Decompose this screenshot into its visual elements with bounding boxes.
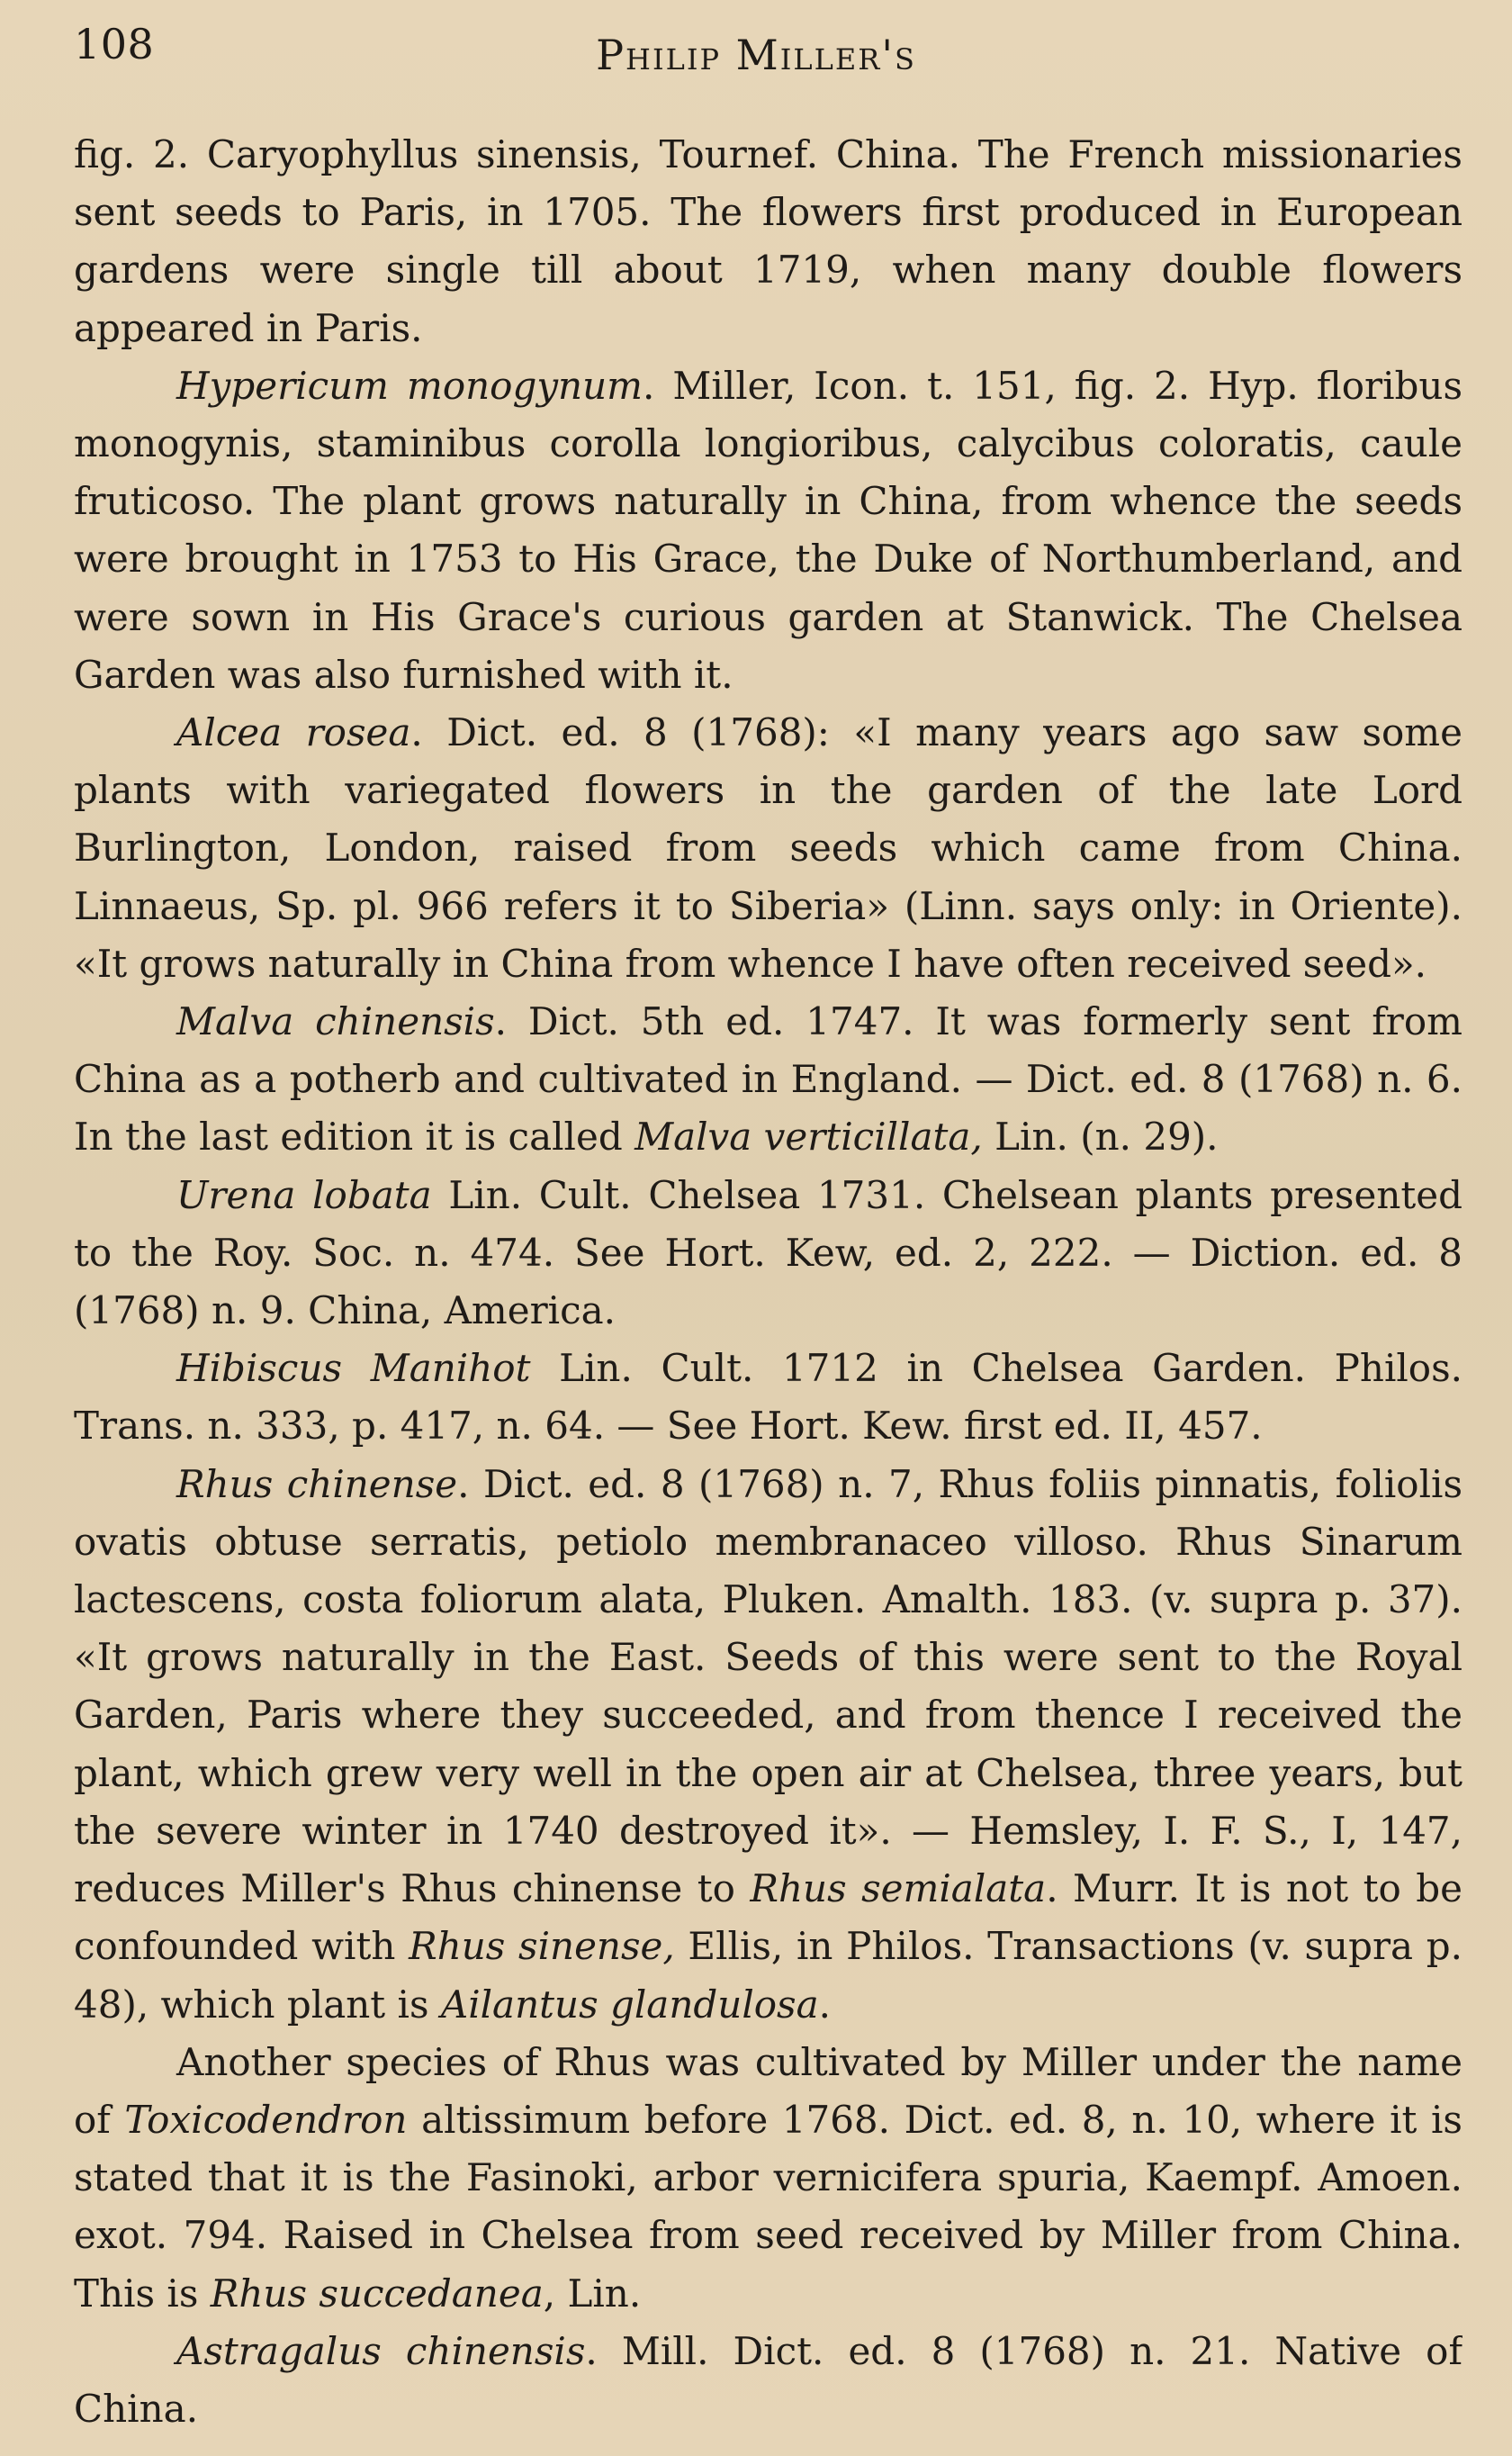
species-name: Toxicodendron (124, 2097, 408, 2142)
paragraph-malva (74, 993, 1462, 1167)
text-run: , Lin. (543, 2271, 642, 2316)
paragraph-another (74, 2034, 1462, 2323)
text-run: . (818, 1982, 831, 2027)
text-run: . Dict. ed. 8 (1768): «I many years ago saw some plants with variegated flowers in the garden of the late Lord Burlington, London, raised from seeds which came from China. Linnaeus, Sp. pl. 966 refers it to Siberia» (Linn. says only: in Oriente). «It grows naturally in China from whence I have often received seed». (74, 710, 1462, 986)
running-head: Philip Miller's (596, 31, 916, 79)
paragraph-urena (74, 1167, 1462, 1341)
text-run: . Miller, Icon. t. 151, fig. 2. Hyp. floribus monogynis, staminibus corolla longioribus, calycibus coloratis, caule fruticoso. The plant grows naturally in China, from whence the seeds were brought in 1753 to His Grace, the Duke of Northumberland, and were sown in His Grace's curious garden at Stanwick. The Chelsea Garden was also furnished with it. (74, 363, 1462, 697)
species-name: Malva chinensis (176, 999, 495, 1044)
paragraph-astragalus (74, 2323, 1462, 2434)
species-name: Rhus chinense (176, 1461, 458, 1506)
text-run: . Dict. ed. 8 (1768) n. 7, Rhus foliis pinnatis, foliolis ovatis obtuse serratis, petiolo membranaceo villoso. Rhus Sinarum lactescens, costa foliorum alata, Pluken. Amalth. 183. (v. supra p. 37). «It grows naturally in the East. Seeds of this were sent to the Royal Garden, Paris where they succeeded, and from thence I received the plant, which grew very well in the open air at Chelsea, three years, but the severe winter in 1740 destroyed it». — Hemsley, I. F. S., I, 147, reduces Miller's Rhus chinense to (74, 1461, 1462, 1911)
species-name: Hypericum monogynum (176, 363, 643, 408)
text-run: . Mill. Dict. ed. 8 (1768) n. 21. Native of China. (74, 2328, 1462, 2431)
species-name: Rhus semialata (750, 1866, 1047, 1911)
page-body (74, 126, 1462, 2434)
text-run: Another species of Rhus was cultivated by Miller under the name of (74, 2039, 1462, 2142)
species-name: Alcea rosea (176, 710, 411, 755)
text-run: . Dict. 5th ed. 1747. It was formerly sent from China as a potherb and cultivated in England. — Dict. ed. 8 (1768) n. 6. In the last edition it is called (74, 999, 1462, 1160)
paragraph-rhus (74, 1456, 1462, 2034)
text-run: Ellis, in Philos. Transactions (v. supra p. 48), which plant is (74, 1924, 1462, 2027)
species-name: Hibiscus Manihot (176, 1346, 531, 1391)
species-name: Rhus sinense, (409, 1924, 675, 1969)
species-name: Astragalus chinensis (176, 2328, 586, 2373)
text-run: altissimum before 1768. Dict. ed. 8, n. 10, where it is stated that it is the Fasinoki, arbor vernicifera spuria, Kaempf. Amoen. exot. 794. Raised in Chelsea from seed received by Miller from China. This is (74, 2097, 1462, 2316)
species-name: Rhus succedanea (210, 2271, 544, 2316)
species-name: Malva verticillata, (634, 1115, 983, 1160)
species-name: Urena lobata (176, 1172, 432, 1217)
page-number: 108 (74, 20, 155, 68)
species-name: Ailantus glandulosa (440, 1982, 819, 2027)
paragraph-hypericum (74, 357, 1462, 704)
paragraph-continued (74, 126, 1462, 357)
text-run: fig. 2. Caryophyllus sinensis, Tournef. China. The French missionaries sent seeds to Paris, in 1705. The flowers first produced in European gardens were single till about 1719, when many double flowers appeared in Paris. (74, 132, 1462, 350)
text-run: Lin. (n. 29). (982, 1115, 1219, 1160)
paragraph-alcea (74, 704, 1462, 993)
paragraph-hibiscus (74, 1340, 1462, 1455)
text-run: . Murr. It is not to be confounded with (74, 1866, 1462, 1969)
text-run: Lin. Cult. 1712 in Chelsea Garden. Philos. Trans. n. 333, p. 417, n. 64. — See Hort. Kew. first ed. II, 457. (74, 1346, 1462, 1449)
text-run: Lin. Cult. Chelsea 1731. Chelsean plants presented to the Roy. Soc. n. 474. See Hort. Kew, ed. 2, 222. — Diction. ed. 8 (1768) n. 9. China, America. (74, 1172, 1462, 1333)
